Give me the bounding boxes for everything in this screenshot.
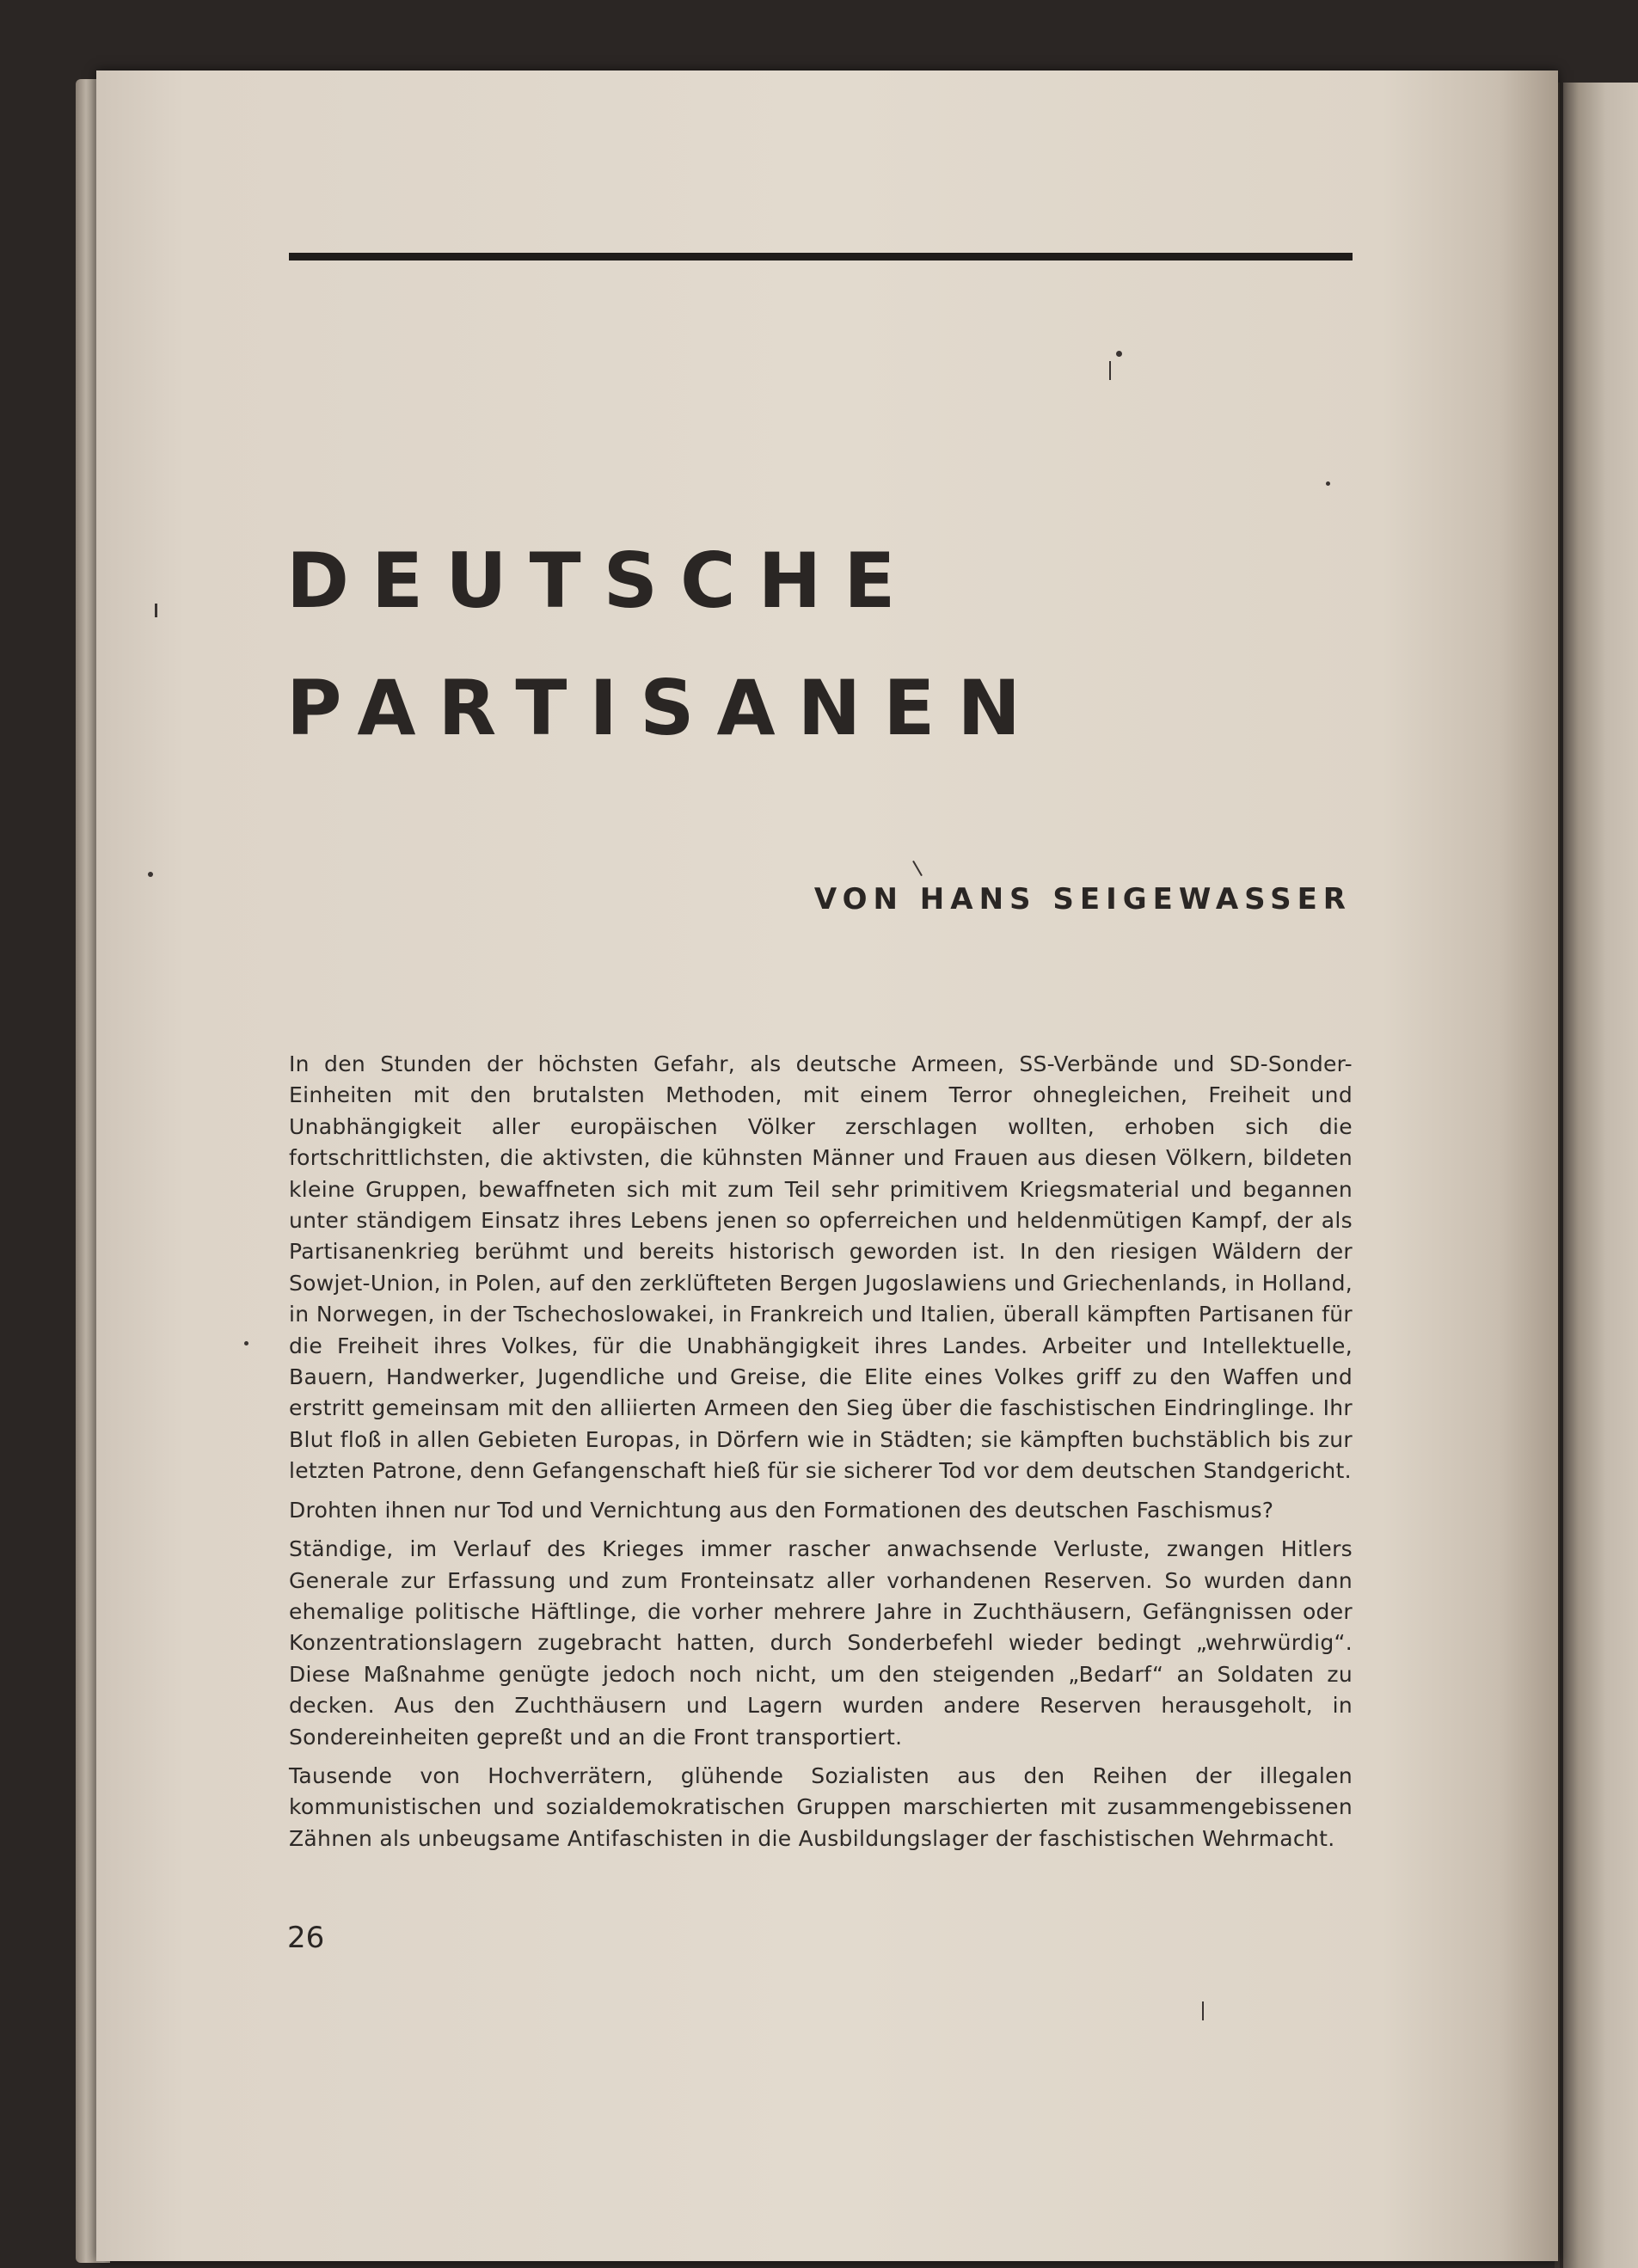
page-number: 26 — [287, 1921, 325, 1955]
print-speck — [244, 1341, 248, 1345]
article-body — [289, 1049, 1353, 1862]
print-speck — [155, 604, 157, 617]
body-paragraph: Drohten ihnen nur Tod und Vernichtung aus den Formationen des deutschen Faschismus? — [289, 1497, 1274, 1523]
header-rule — [289, 253, 1353, 261]
article-title-line-2: PARTISANEN — [286, 664, 1043, 752]
body-paragraph: In den Stunden der höchsten Gefahr, als deutsche Armeen, SS-Verbände und SD-Sonder-Einheiten mit den brutalsten Methoden, mit einem Terror ohnegleichen, Freiheit und Unabhängigkeit aller europäischen Völker zerschlagen wollten, erhoben sich die fortschrittlichsten, die aktivsten, die kühnsten Männer und Frauen aus diesen Völkern, bildeten kleine Gruppen, bewaffneten sich mit zum Teil sehr primitivem Kriegsmaterial und begannen unter ständigem Einsatz ihres Lebens jenen so opferreichen und heldenmütigen Kampf, der als Partisanenkrieg berühmt und bereits historisch geworden ist. In den riesigen Wäldern der Sowjet-Union, in Polen, auf den zerklüfteten Bergen Jugoslawiens und Griechenlands, in Holland, in Norwegen, in der Tschechoslowakei, in Frankreich und Italien, überall kämpften Partisanen für die Freiheit ihres Volkes, für die Unabhängigkeit ihres Landes. Arbeiter und Intellektuelle, Bauern, Handwerker, Jugendliche und Greise, die Elite eines Volkes griff zu den Waffen und erstritt gemeinsam mit den alliierten Armeen den Sieg über die faschistischen Eindringlinge. Ihr Blut floß in allen Gebieten Europas, in Dörfern wie in Städten; sie kämpften buchstäblich bis zur letzten Patrone, denn Gefangenschaft hieß für sie sicherer Tod vor dem deutschen Standgericht. — [289, 1051, 1353, 1484]
print-speck — [1202, 2001, 1204, 2020]
body-paragraph: Tausende von Hochverrätern, glühende Sozialisten aus den Reihen der illegalen kommunistischen und sozialdemokratischen Gruppen marschierten mit zusammengebissenen Zähnen als unbeugsame Antifaschisten in die Ausbildungslager der faschistischen Wehrmacht. — [289, 1762, 1353, 1851]
facing-page-edge — [1563, 83, 1638, 2268]
print-speck — [1109, 361, 1111, 380]
article-title-line-1: DEUTSCHE — [286, 536, 918, 625]
article-byline: VON HANS SEIGEWASSER — [813, 882, 1352, 916]
print-speck — [1326, 481, 1330, 486]
body-paragraph: Ständige, im Verlauf des Krieges immer rascher anwachsende Verluste, zwangen Hitlers Generale zur Erfassung und zum Fronteinsatz aller vorhandenen Reserven. So wurden dann ehemalige politische Häftlinge, die vorher mehrere Jahre in Zuchthäusern, Gefängnissen oder Konzentrationslagern zugebracht hatten, durch Sonderbefehl wieder bedingt „wehrwürdig“. Diese Maßnahme genügte jedoch noch nicht, um den steigenden „Bedarf“ an Soldaten zu decken. Aus den Zuchthäusern und Lagern wurden andere Reserven herausgeholt, in Sondereinheiten gepreßt und an die Front transportiert. — [289, 1536, 1353, 1750]
print-speck — [148, 872, 153, 877]
print-speck — [1116, 351, 1122, 357]
